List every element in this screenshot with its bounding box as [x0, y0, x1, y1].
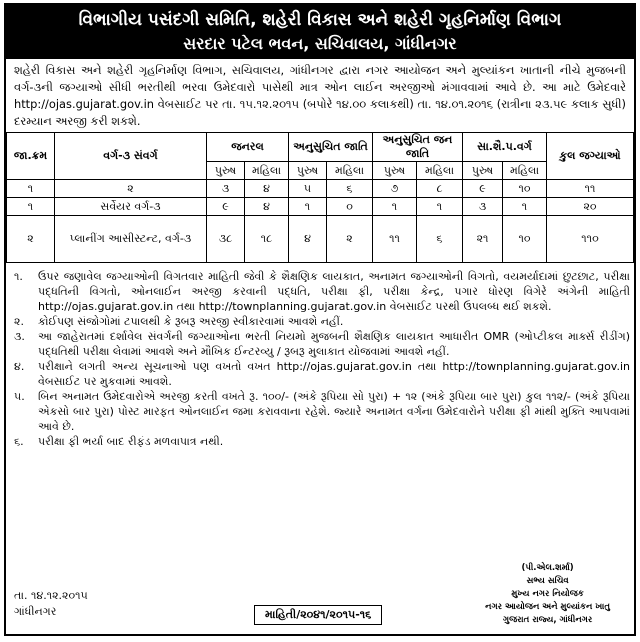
table-cell: ૨૧ [463, 216, 503, 263]
notice-place: ગાંધીનગર [14, 605, 57, 618]
list-item: ૧. ઉપર જણાવેલ જગ્યાઓની વિગતવાર માહિતી જેવી કે શૈક્ષણિક લાયકાત, અનામત જગ્યાઓની વિગતો, વયમર્યાદામાં છુટછાટ, પરીક્ષા પદ્ધતિની વિગતો, ઓનલાઈન અરજી કરવાની પદ્ધતિ, પરીક્ષા ફી, પરીક્ષા કેન્દ્ર, પગાર ધોરણ વિગેરે અંગેની માહિતી http://ojas.gujarat.gov.in તથા http://townplanning.gujarat.gov.in વેબસાઈટ પરથી ઉપલબ્ધ થઈ શકશે. [14, 270, 630, 313]
table-cell: ૩ [463, 198, 503, 216]
header-serial: જા.ક્રમ [7, 133, 55, 180]
vacancy-table [6, 132, 634, 263]
signatory-office: નગર આયોજન અને મુલ્યાંકન ખાતુ [485, 602, 610, 612]
table-cell: સર્વેયર વર્ગ-૩ [55, 198, 207, 216]
header-sebc: સા.શૈ.પ.વર્ગ [463, 133, 547, 162]
table-cell: પ્લાનીંગ આસીસ્ટન્ટ, વર્ગ-૩ [55, 216, 207, 263]
sub-female: મહિલા [327, 162, 373, 180]
table-cell: ૯ [207, 198, 245, 216]
table-cell: ૬ [327, 180, 373, 198]
sub-male: પુરુષ [289, 162, 327, 180]
sub-female: મહિલા [503, 162, 547, 180]
department-title: વિભાગીય પસંદગી સમિતિ, શહેરી વિકાસ અને શહેરી ગૃહનિર્માણ વિભાગ [78, 10, 562, 30]
header-st: અનુસુચિત જન જાતિ [373, 133, 463, 162]
instructions-list [6, 263, 634, 449]
table-cell: ૧ [373, 198, 417, 216]
sub-male: પુરુષ [207, 162, 245, 180]
table-row [7, 216, 634, 263]
list-item: ૩. આ જાહેરાતમાં દર્શાવેલ સંવર્ગની જગ્યાઓના ભરતી નિયમો મુજબની શૈક્ષણિક લાયકાત આધારીત OMR (ઓપ્ટીકલ માર્ક્સ રીડીંગ) પદ્ધતિથી પરીક્ષા લેવામાં આવશે અને મૌખિક ઈન્ટરવ્યુ / રૂબરૂ મુલાકાત યોજવામાં આવશે નહીં. [14, 330, 630, 358]
table-cell: ૧ [503, 198, 547, 216]
sub-female: મહિલા [417, 162, 463, 180]
notice-date: તા. ૧૪.૧૨.૨૦૧૫ [14, 589, 88, 602]
sub-male: પુરુષ [463, 162, 503, 180]
table-cell: ૧ [417, 198, 463, 216]
sub-female: મહિલા [245, 162, 289, 180]
table-cell: ૧૦ [503, 180, 547, 198]
signatory-name: (પી.એલ.શર્મા) [521, 563, 574, 573]
table-cell: ૪ [245, 198, 289, 216]
table-cell: ૧૦ [503, 216, 547, 263]
table-row [7, 198, 634, 216]
table-cell: ૨ [7, 216, 55, 263]
list-item: ૪. પરીક્ષાને લગતી અન્ય સૂચનાઓ પણ વખતો વખત http://ojas.gujarat.gov.in તથા http://townplanning.gujarat.gov.in વેબસાઈટ પર મુકવામાં આવશે. [14, 360, 630, 388]
table-cell: ૧ [289, 198, 327, 216]
table-cell: ૨ [327, 216, 373, 263]
intro-paragraph: શહેરી વિકાસ અને શહેરી ગૃહનિર્માણ વિભાગ, સચિવાલય, ગાંધીનગર દ્વારા નગર આયોજન અને મુલ્યાંકન ખાતાની નીચે મુજબની વર્ગ-૩ની જગ્યાઓ સીધી ભરતીથી ભરવા ઉમેદવારો પાસેથી માત્ર ઓન લાઈન અરજીઓ મંગાવવામાં આવે છે. આ માટે ઉમેદવારે http://ojas.gujarat.gov.in વેબસાઈટ પર તા. ૧૫.૧૨.૨૦૧૫ (બપોરે ૧૪.૦૦ કલાકથી) તા. ૧૪.૦૧.૨૦૧૬ (રાત્રીના ૨૩.૫૯ કલાક સુધી) દરમ્યાન અરજી કરી શકશે. [14, 63, 626, 128]
table-cell: ૩ [207, 180, 245, 198]
list-item: ૫. બિન અનામત ઉમેદવારોએ અરજી કરતી વખતે રૂ. ૧૦૦/- (અંકે રૂપિયા સો પુરા) + ૧૨ (અંકે રૂપિયા બાર પુરા) કુલ ૧૧૨/- (અંકે રૂપિયા એકસો બાર પુરા) પોસ્ટ મારફત ઓનલાઈન જમા કરાવવાના રહેશે. જ્યારે અનામત વર્ગના ઉમેદવારોને પરીક્ષા ફી માંથી મુક્તિ આપવામાં આવે છે. [14, 390, 630, 433]
sub-male: પુરુષ [373, 162, 417, 180]
notice-page [4, 3, 636, 636]
table-cell: ૧૮ [245, 216, 289, 263]
office-address: સરદાર પટેલ ભવન, સચિવાલય, ગાંધીનગર [183, 34, 457, 53]
table-cell: ૬ [417, 216, 463, 263]
signatory-office: ગુજરાત રાજ્ય, ગાંધીનગર [502, 615, 593, 625]
table-cell: ૫ [289, 180, 327, 198]
table-cell: ૨ [55, 180, 207, 198]
table-cell: ૭ [373, 180, 417, 198]
table-cell: ૧૧ [373, 216, 417, 263]
table-cell: ૦ [327, 198, 373, 216]
table-cell: ૪ [289, 216, 327, 263]
header-cadre: વર્ગ-૩ સંવર્ગ [55, 133, 207, 180]
table-cell: ૧ [7, 198, 55, 216]
signatory-designation: મુખ્ય નગર નિયોજક [511, 589, 584, 599]
header-general: જનરલ [207, 133, 289, 162]
table-row [7, 180, 634, 198]
table-cell: ૯ [463, 180, 503, 198]
list-item: ૨. કોઈપણ સંજોગોમાં ટપાલથી કે રૂબરૂ અરજી સ્વીકારવામાં આવશે નહીં. [14, 315, 344, 328]
table-cell: ૧ [7, 180, 55, 198]
table-cell: ૮ [417, 180, 463, 198]
table-cell: ૪ [245, 180, 289, 198]
table-cell: ૩૮ [207, 216, 245, 263]
notice-header [6, 5, 634, 59]
table-cell: ૨૦ [547, 198, 634, 216]
signatory-designation: સભ્ય સચિવ [526, 576, 569, 586]
table-cell: ૧૧૦ [547, 216, 634, 263]
header-total: કુલ જગ્યાઓ [547, 133, 634, 180]
header-sc: અનુસુચિત જાતિ [289, 133, 373, 162]
table-cell: ૧૧ [547, 180, 634, 198]
list-item: ૬. પરીક્ષા ફી ભર્યા બાદ રીફંડ મળવાપાત્ર નથી. [14, 435, 224, 448]
ad-number: માહિતી/૨૦૪૧/૨૦૧૫-૧૬ [254, 605, 382, 625]
